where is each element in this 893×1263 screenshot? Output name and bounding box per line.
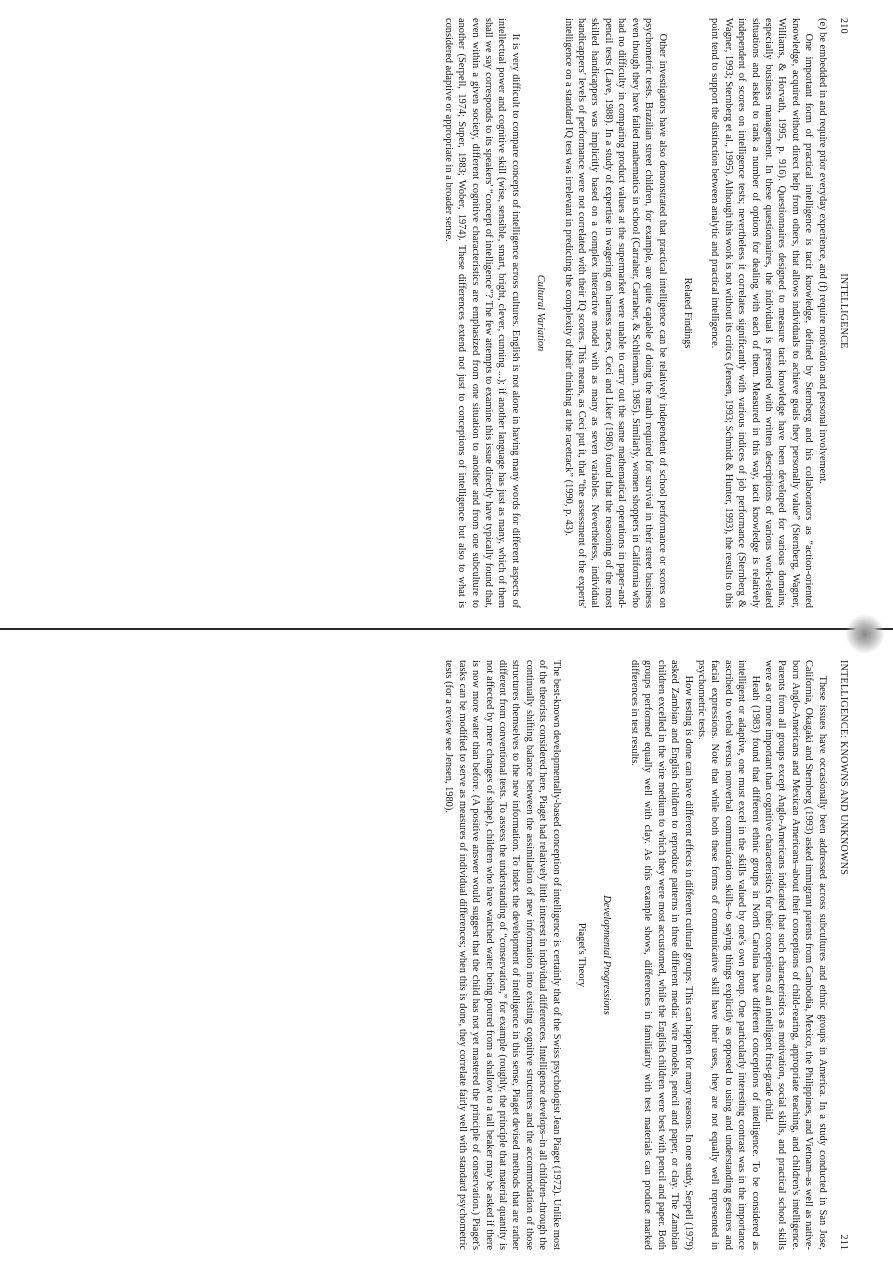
running-head-title: INTELLIGENCE [838, 273, 849, 349]
running-head [837, 660, 850, 1250]
paragraph-testing: How testing is done can have different effects in different cultural groups. This can happen for many reasons. In one study, Serpell (1979) asked Zambian and English children to reproduce patterns in three different media: wire models, pencil and paper, or clay. The Zambian children excelled in the wire medium to which they were most accustomed, while the English children were best with pencil and paper. Both groups performed equally well with clay. As this example shows, differences in familiarity with test materials can produce marked differences in test results. [628, 660, 694, 1250]
section-heading-piagets-theory: Piaget's Theory [576, 922, 588, 988]
section-heading-cultural-variation: Cultural Variation [535, 274, 547, 352]
running-head-title: INTELLIGENCE: KNOWNS AND UNKNOWNS [838, 660, 849, 876]
paragraph: (e) be embedded in and require prior everyday experience, and (f) require motivation and personal involvement. [816, 18, 828, 484]
paragraph-heath: Heath (1983) found that different ethnic groups in North Carolina have different conceptions of intelligence. To be considered as intelligent or adaptive, one must excel in the skills valued by one's own group. One particularly interesting contrast was in the importance ascribed to verbal versus nonverbal communication skills–to saying things explicitly as opposed to using and understanding gestures and facial expressions. Note that while both these forms of communicative skill have their uses, they are not equally well represented in psychometric tests. [695, 660, 761, 1250]
section-heading-related-findings: Related Findings [681, 277, 693, 349]
paragraph-issues: These issues have occasionally been addressed across subcultures and ethnic groups in America. In a study conducted in San Jose, California, Okagaki and Sternberg (1993) asked immigrant parents from Cambodia, Mexico, the Philippines, and Vietnam–as well as native-born Anglo-Americans and Mexican Americans–about their conceptions of child-rearing, appropriate teaching, and children's intelligence. Parents from all groups except Anglo-Americans indicated that such characteristics as motivation, social skills, and practical school skills were as or more important than cognitive characteristics for their conceptions of an intelligent first-grade child. [762, 660, 828, 1250]
paragraph-piaget: The best-known developmentally-based conception of intelligence is certainly that of the Swiss psychologist Jean Piaget (1972). Unlike most of the theorists considered here, Piaget had relatively little interest in individual differences. Intelligence develops–in all children–through the continually shifting balance between the assimilation of new information into existing cognitive structures and the accommodation of those structures themselves to the new information. To index the development of intelligence in this sense, Piaget devised methods that are rather different from conventional tests. To assess the understanding of “conservation,” for example (roughly, the principle that material quantity is not affected by mere changes of shape), children who have watched water being poured from a shallow to a tall beaker may be asked if there is now more water than before. (A positive answer would suggest that the child has not yet mastered the principle of conservation.) Piaget's tasks can be modified to serve as measures of individual differences; when this is done, they correlate fairly well with standard psychometric tests (for a review see Jensen, 1980). [443, 660, 562, 1250]
paragraph-tacit-knowledge: One important form of practical intelligence is tacit knowledge, defined by Sternberg and his collaborators as “action-oriented knowledge, acquired without direct help from others, that allows individuals to achieve goals they personally value” (Sternberg, Wagner, Williams, & Horvath, 1995, p. 916). Questionnaires designed to measure tacit knowledge have been developed for various domains, especially business management. In these questionnaires, the individual is presented with written descriptions of various work-related situations and asked to rank a number of options for dealing with each of them. Measured in this way, tacit knowledge is relatively independent of scores on intelligence tests; nevertheless it correlates significantly with various indices of job performance (Sternberg & Wagner, 1993; Sternberg et al., 1995). Although this work is not without its critics (Jensen, 1993; Schmidt & Hunter, 1993), the results to this point tend to support the distinction between analytic and practical intelligence. [709, 18, 815, 608]
page-number: 210 [838, 18, 849, 34]
section-heading-developmental-progressions: Developmental Progressions [601, 895, 613, 1015]
paragraph-cultural-variation: It is very difficult to compare concepts of intelligence across cultures. English is not alone in having many words for different aspects of intellectual power and cognitive skill (wise, sensible, smart, bright, clever, cunning ...); if another language has just as many, which of them shall we say corresponds to its speakers' “concept of intelligence”? The few attempts to examine this issue directly have typically found that, even within a given society, different cognitive characteristics are emphasized from one situation to another and from one subculture to another (Serpell, 1974; Super, 1983; Wober, 1974). These differences extend not just to conceptions of intelligence but also to what is considered adaptive or appropriate in a broader sense. [442, 18, 521, 608]
page-211 [30, 660, 850, 1250]
running-head [837, 18, 850, 608]
page-210 [30, 18, 850, 608]
page-number: 211 [838, 1234, 849, 1250]
paragraph-related-findings: Other investigators have also demonstrated that practical intelligence can be relatively independent of school performance or scores on psychometric tests. Brazilian street children, for example, are quite capable of doing the math required for survival in their street business even though they have failed mathematics in school (Carraher, Carraher, & Schliemann, 1985). Similarly, women shoppers in California who had no difficulty in comparing product values at the supermarket were unable to carry out the same mathematical operations in paper-and-pencil tests (Lave, 1988). In a study of expertise in wagering on harness races, Ceci and Liker (1986) found that the reasoning of the most skilled handicappers was implicitly based on a complex interactive model with as many as seven variables. Nevertheless, individual handicappers' levels of performance were not correlated with their IQ scores. This means, as Ceci put it, that “the assessment of the experts' intelligence on a standard IQ test was irrelevant in predicting the complexity of their thinking at the racetrack” (1990, p. 43). [562, 18, 668, 608]
binding-shadow [845, 614, 885, 654]
page-divider [0, 628, 893, 630]
